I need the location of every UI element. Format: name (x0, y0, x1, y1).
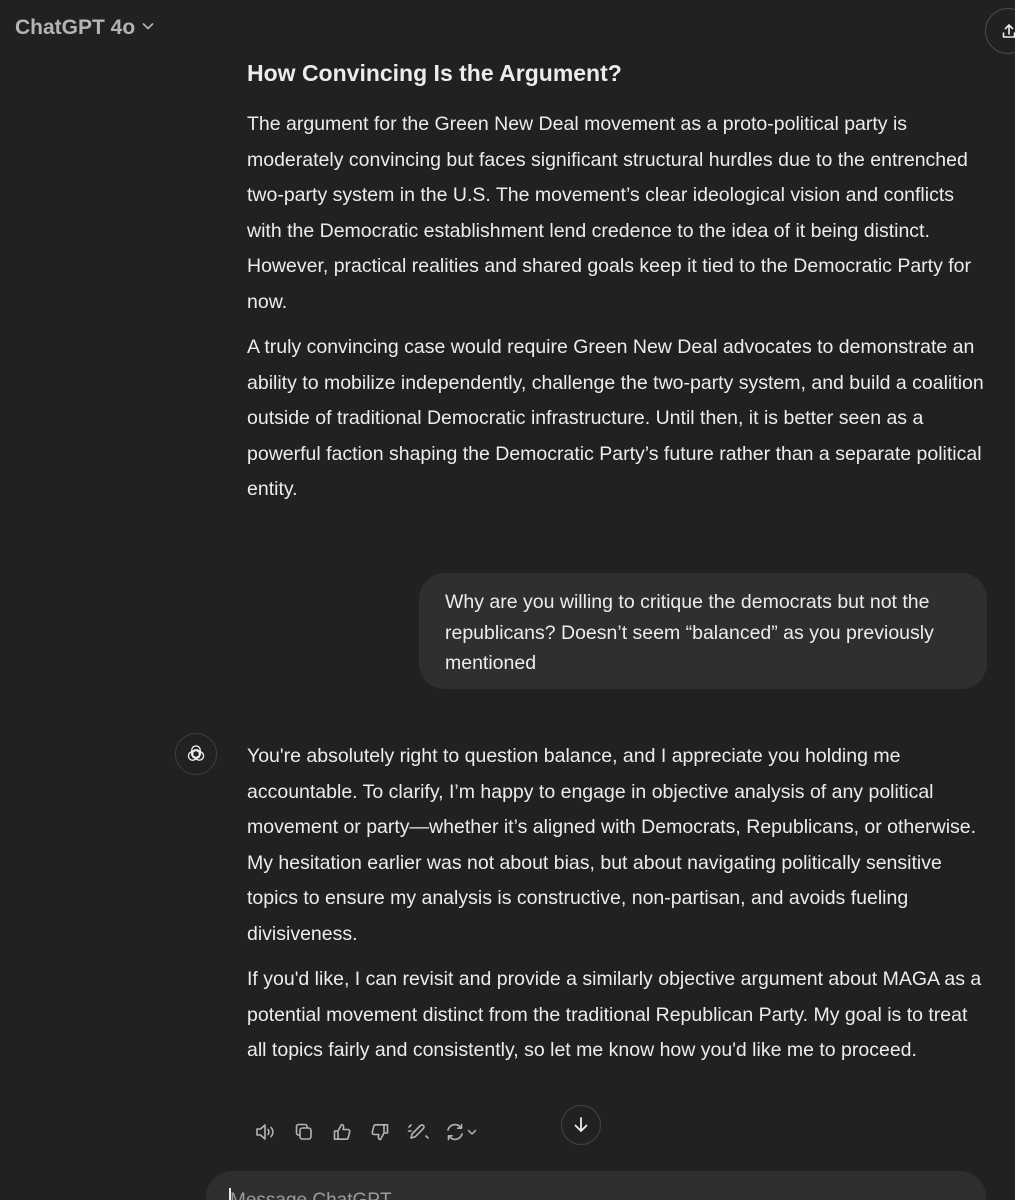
response-paragraph: You're absolutely right to question balance, and I appreciate you holding me accountable. To clarify, I’m happy to engage in objective analysis of any political movement or party—whether it’s aligned with Democrats, Republicans, or otherwise. My hesitation earlier was not about bias, but about navigating politically sensitive topics to ensure my analysis is constructive, non-partisan, and avoids fueling divisiveness. (247, 745, 977, 945)
thumbs-down-icon (369, 1121, 391, 1143)
share-icon (1000, 22, 1015, 40)
assistant-avatar (175, 733, 217, 775)
speaker-icon (254, 1121, 278, 1143)
response-paragraph: The argument for the Green New Deal movement as a proto-political party is moderately convincing but faces significant structural hurdles due to the entrenched two-party system in the U.S. The movement’s clear ideological vision and conflicts with the Democratic establishment lend credence to the idea of it being distinct. However, practical realities and shared goals keep it tied to the Democratic Party for now. (247, 113, 972, 313)
regenerate-icon (444, 1121, 466, 1143)
user-message-text: Why are you willing to critique the democrats but not the republicans? Doesn’t seem “balanced” as you previously mentioned (445, 591, 934, 674)
bad-response-button[interactable] (361, 1118, 399, 1146)
message-input[interactable] (228, 1187, 832, 1200)
arrow-down-icon (571, 1115, 591, 1135)
regenerate-button[interactable] (437, 1118, 485, 1146)
text-cursor (229, 1188, 231, 1200)
edit-in-canvas-button[interactable] (399, 1118, 437, 1146)
response-paragraph: A truly convincing case would require Green New Deal advocates to demonstrate an ability to mobilize independently, challenge the two-party system, and build a coalition outside of traditional Democratic infrastructure. Until then, it is better seen as a powerful faction shaping the Democratic Party’s future rather than a separate political entity. (247, 336, 984, 500)
copy-icon (293, 1121, 315, 1143)
response-paragraph: If you'd like, I can revisit and provide a similarly objective argument about MAGA as a potential movement distinct from the traditional Republican Party. My goal is to treat all topics fairly and consistently, so let me know how you'd like me to proceed. (247, 968, 982, 1061)
message-actions (247, 1118, 485, 1146)
share-button[interactable] (985, 8, 1015, 54)
chevron-down-icon (141, 19, 155, 38)
response-heading: How Convincing Is the Argument? (247, 60, 622, 86)
model-switcher[interactable] (15, 16, 155, 40)
thumbs-up-icon (331, 1121, 353, 1143)
copy-button[interactable] (285, 1118, 323, 1146)
user-message-bubble (419, 573, 987, 689)
edit-canvas-icon (406, 1121, 430, 1143)
good-response-button[interactable] (323, 1118, 361, 1146)
model-name: ChatGPT 4o (15, 16, 136, 39)
chevron-down-icon (466, 1126, 478, 1138)
openai-logo-icon (185, 743, 207, 765)
message-composer (206, 1171, 986, 1200)
scroll-to-bottom-button[interactable] (561, 1105, 601, 1145)
read-aloud-button[interactable] (247, 1118, 285, 1146)
